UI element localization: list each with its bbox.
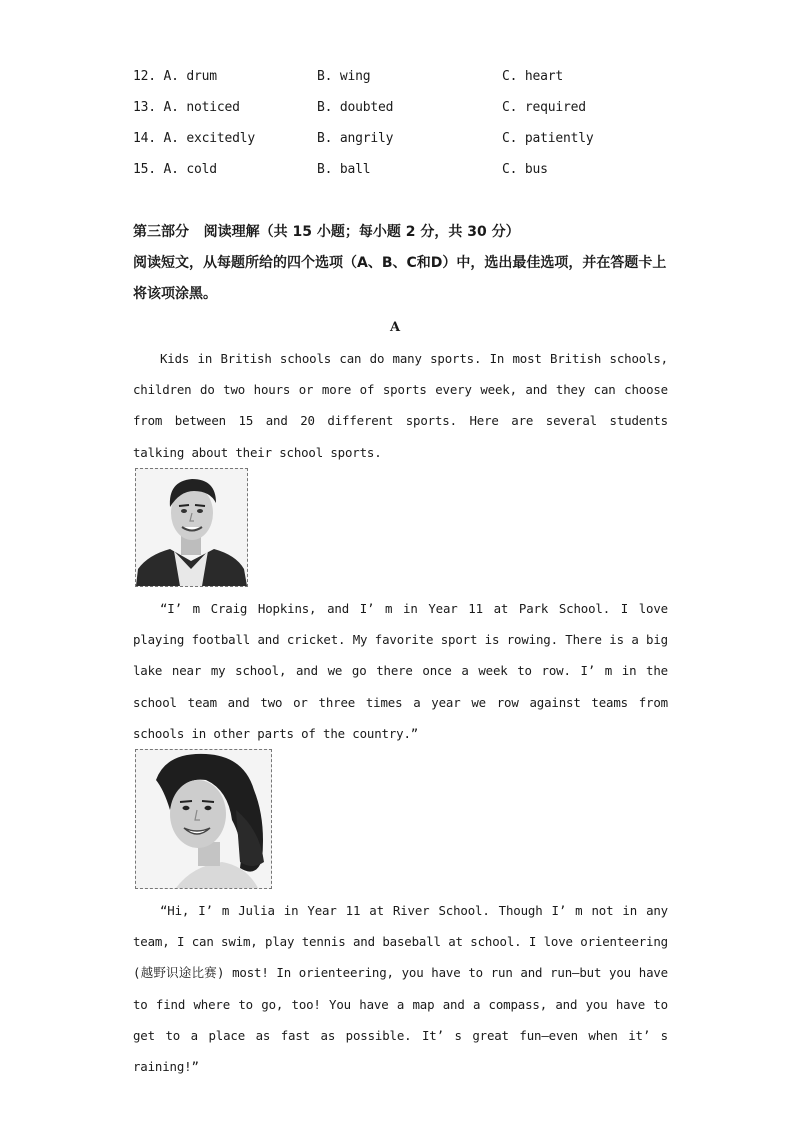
- option-14-a[interactable]: [133, 129, 255, 149]
- question-15-options: [133, 160, 693, 180]
- section-heading: 第三部分 阅读理解（共 15 小题；每小题 2 分，共 30 分）: [133, 224, 520, 240]
- passage-intro: Kids in British schools can do many sports. In most British schools, children do two hours or more of sports every week, and they can choose from between 15 and 20 different sports. Here are several students talking about their school sports.: [133, 351, 668, 460]
- option-label: A. cold: [163, 162, 217, 177]
- woman-portrait-image: [136, 750, 271, 888]
- option-14-c[interactable]: C. patiently: [502, 131, 594, 146]
- question-number: 14.: [133, 131, 156, 146]
- passage-letter: A: [390, 320, 401, 335]
- man-portrait-image: [136, 469, 247, 586]
- option-13-a[interactable]: [133, 98, 240, 118]
- option-13-b[interactable]: B. doubted: [317, 100, 394, 115]
- option-15-a[interactable]: [133, 160, 217, 180]
- option-label: A. drum: [163, 69, 217, 84]
- option-label: A. excitedly: [163, 131, 256, 146]
- option-15-c[interactable]: C. bus: [502, 162, 548, 177]
- question-13-options: [133, 98, 693, 118]
- question-number: 13.: [133, 100, 156, 115]
- option-label: A. noticed: [163, 100, 240, 115]
- option-12-a[interactable]: [133, 67, 217, 87]
- option-14-b[interactable]: B. angrily: [317, 131, 394, 146]
- question-14-options: [133, 129, 693, 149]
- julia-quote: “Hi, I’ m Julia in Year 11 at River School. Though I’ m not in any team, I can swim, play tennis and baseball at school. I love orienteering (越野识途比赛) most! In orienteering, you have to run and run—but you have to find where to go, too! You have a map and a compass, and you have to get to a place as fast as possible. It’ s great fun—even when it’ s raining!”: [133, 903, 668, 1075]
- option-12-b[interactable]: B. wing: [317, 69, 371, 84]
- question-number: 12.: [133, 69, 156, 84]
- question-12-options: [133, 67, 693, 87]
- section-instruction: 阅读短文，从每题所给的四个选项（A、B、C和D）中，选出最佳选项，并在答题卡上将该项涂黑。: [133, 255, 667, 302]
- option-12-c[interactable]: C. heart: [502, 69, 564, 84]
- question-number: 15.: [133, 162, 156, 177]
- option-13-c[interactable]: C. required: [502, 100, 586, 115]
- julia-photo: [135, 749, 272, 889]
- craig-photo: [135, 468, 248, 587]
- option-15-b[interactable]: B. ball: [317, 162, 371, 177]
- craig-quote: “I’ m Craig Hopkins, and I’ m in Year 11 at Park School. I love playing football and cricket. My favorite sport is rowing. There is a big lake near my school, and we go there once a week to row. I’ m in the school team and two or three times a year we row against teams from schools in other parts of the country.”: [133, 601, 668, 741]
